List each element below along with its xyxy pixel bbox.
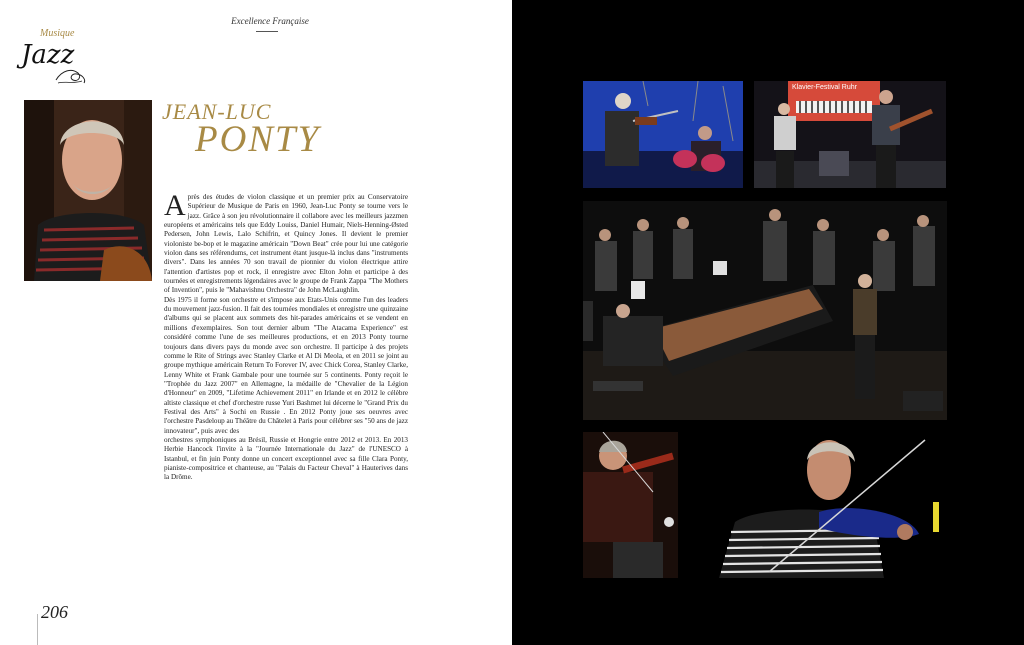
artist-last-name: PONTY <box>195 119 321 160</box>
article-paragraph-3: orchestres symphoniques au Brésil, Russie et Hongrie entre 2012 et 2013. En 2013 Herbie Hancock l'invite à la "Journée Internationale du Jazz" de l'UNESCO à Istanbul, et fin juin Ponty donne un concert exceptionnel avec sa fille Clara Ponty, pianiste-compositrice et chanteuse, au "Palais du Facteur Cheval" à Hauterives dans la Drôme. <box>164 435 408 482</box>
article-paragraph-2: Dès 1975 il forme son orchestre et s'impose aux Etats-Unis comme l'un des leaders du mouvement jazz-fusion. Il fait des tournées mondiales et enregistre une quinzaine d'albums qui se placent aux sommets des hit-parades américains et se vendent en millions d'exemplaires. Son tout dernier album "The Atacama Experience" est considéré comme l'une de ses meilleures productions, et en 2013 Ponty tourne toujours dans divers pays du monde avec son orchestre. Il participe à des projets comme le Rite of Strings avec Stanley Clarke et Al Di Meola, et en 2011 se joint au groupe mythique américain Return To Forever IV, avec Chick Corea, Stanley Clarke, Lenny White et Frank Gambale pour une tournée sur 5 continents. Ponty reçoit le "Trophée du Jazz 2007" en Allemagne, la médaille de "Chevalier de la Légion d'Honneur" en 2009, "Lifetime Achievement 2011" en Irlande et en 2012 le célèbre altiste classique et chef d'orchestre russe Yuri Bashmet lui décerne le "Grand Prix du Festival des Arts" à Sochi en Russie . En 2012 Ponty joue ses oeuvres avec l'orchestre Pasdeloup au Théâtre du Châtelet à Paris pour célébrer ses "50 ans de jazz innovateur", puis avec des <box>164 295 408 435</box>
photo-ponty-striped-shirt <box>709 432 947 578</box>
paragraph-1-text: près des études de violon classique et un premier prix au Conservatoire Supérieur de Musique de Paris en 1960, Jean-Luc Ponty se tourne vers le jazz. Grâce à son jeu révolutionnaire il collabore avec les meilleurs jazzmen européens et américains tels que Eddy Louiss, Daniel Humair, Niels-Henning-Østed Pedersen, John Lewis, Lalo Schifrin, et Quincy Jones. Il devient le premier violoniste be-bop et le magazine américain "Down Beat" crée pour lui une catégorie violon dans ses référendums, cet instrument étant jusque-là inclus dans "instruments divers". Dans les années 70 son travail de pionnier du violon électrique attire l'attention d'artistes pop et rock, il enregistre avec Elton John et participe à des tournées et enregistrements légendaires avec le groupe de Frank Zappa "The Mothers of Invention", puis le "Mahavishnu Orchestra" de John McLaughlin. <box>164 193 408 295</box>
section-label-small: Musique <box>40 28 75 39</box>
page-number: 206 <box>41 602 68 622</box>
section-label-big: Jazz <box>21 40 75 70</box>
article-body <box>164 189 408 483</box>
photo-concert-blue-stage <box>583 81 743 188</box>
running-header: Excellence Française <box>231 16 309 26</box>
folio-rule <box>37 614 38 645</box>
artist-first-name: JEAN-LUC <box>162 99 272 124</box>
portrait-photo <box>24 100 152 281</box>
photo-klavier-festival <box>754 81 946 188</box>
flourish-ornament-icon <box>54 64 88 86</box>
header-rule <box>256 31 278 32</box>
drop-cap: A <box>164 189 186 222</box>
photo-orchestra-piano <box>583 201 947 420</box>
festival-banner-text: Klavier-Festival Ruhr <box>792 84 857 91</box>
right-page <box>512 0 1024 645</box>
photo-violinist-closeup <box>583 432 678 578</box>
article-paragraph-1 <box>164 189 408 296</box>
